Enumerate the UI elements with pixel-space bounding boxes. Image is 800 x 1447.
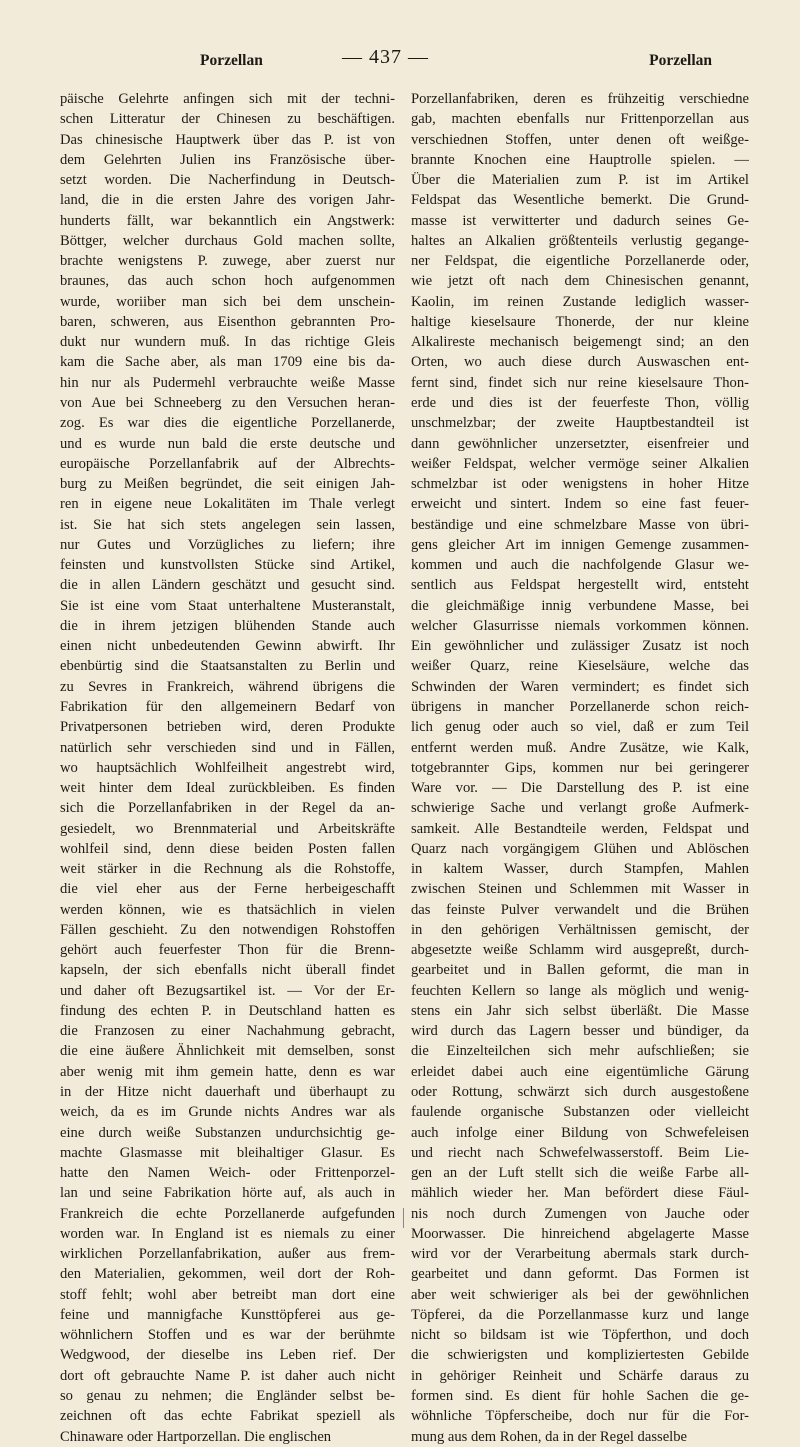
text-line: wird durch das Lagern besser und bündiger, da bbox=[411, 1023, 749, 1040]
text-line: oder Rottung, schwärzt sich durch ausgestoßene bbox=[411, 1084, 749, 1101]
text-line: das feinste Pulver verwandelt und die Brühen bbox=[411, 901, 749, 918]
text-line: Ware vor. — Die Darstellung des P. ist eine bbox=[411, 780, 749, 797]
text-line: so genau zu nehmen; die Engländer selbst be- bbox=[60, 1388, 395, 1404]
text-line: die Einzelteilchen sich mehr aufschließen; sie bbox=[411, 1043, 749, 1060]
text-line: stens ein Jahr sich selbst überläßt. Die Masse bbox=[411, 1002, 749, 1019]
text-line: weißer Quarz, reine Kieselsäure, welche das bbox=[411, 658, 749, 675]
text-line: aber weit schwieriger als bei der gewöhnlichen bbox=[411, 1286, 749, 1303]
text-line: mung aus dem Rohen, da in der Regel dasselbe bbox=[411, 1428, 687, 1445]
text-line: feinsten und kunstvollsten Stücke sind Artikel, bbox=[60, 557, 395, 574]
text-line: masse ist verwitterter und dadurch seines Ge- bbox=[411, 212, 749, 229]
text-line: samkeit. Alle Bestandteile werden, Feldspat und bbox=[411, 820, 749, 837]
text-line: schmelzbar ist oder wenigstens in hoher Hitze bbox=[411, 476, 749, 493]
text-line: europäische Porzellanfabrik auf der Albrechts- bbox=[60, 455, 395, 472]
text-line: dann gewöhnlicher unzersetzter, eisenfreier und bbox=[411, 435, 749, 452]
text-line: die in allen Ländern geschätzt und gesucht sind. bbox=[60, 577, 395, 594]
text-line: in den gehörigen Verhältnissen gemischt, der bbox=[411, 921, 749, 938]
text-line: gab, machten ebenfalls nur Frittenporzellan aus bbox=[411, 111, 749, 128]
text-line: Töpferei, da die Porzellanmasse kurz und lange bbox=[411, 1306, 749, 1323]
text-line: verschiednen Stoffen, unter denen oft weißge- bbox=[411, 131, 749, 148]
text-line: Sie ist eine vom Staat unterhaltene Musteranstalt, bbox=[60, 597, 395, 614]
text-line: und daher oft Bezugsartikel ist. — Vor der Er- bbox=[60, 982, 395, 999]
text-line: dort oft gebrauchte Name P. ist daher auch nicht bbox=[60, 1367, 395, 1384]
text-line: welcher Glasurrisse niemals vorkommen können. bbox=[411, 617, 749, 634]
text-line: nur Gutes und Vorzügliches zu liefern; ihre bbox=[60, 536, 395, 553]
text-line: machte Glasmasse mit bleihaltiger Glasur. Es bbox=[60, 1144, 395, 1161]
header-left-keyword: Porzellan bbox=[200, 52, 263, 69]
text-line: einen nicht unbedeutenden Gewinn abwirft. Ihr bbox=[60, 638, 395, 655]
text-line: Wedgwood, der dieselbe ins Leben rief. Der bbox=[60, 1347, 395, 1364]
text-line: stoff fehlt; wohl aber betreibt man dort eine bbox=[60, 1286, 395, 1303]
text-line: nis noch durch Zumengen von Jauche oder bbox=[411, 1205, 749, 1222]
text-line: in kaltem Wasser, durch Stampfen, Mahlen bbox=[411, 861, 749, 878]
text-line: den Materialien, gekommen, weil dort der Roh- bbox=[60, 1266, 395, 1283]
text-line: unschmelzbar; der zweite Hauptbestandteil ist bbox=[411, 415, 749, 432]
text-line: setzt worden. Die Nacherfindung in Deutsch- bbox=[60, 172, 395, 189]
text-line: hunderts fällt, war bekanntlich ein Angstwerk: bbox=[60, 212, 395, 229]
text-line: auch infolge einer Bildung von Schwefeleisen bbox=[411, 1124, 749, 1141]
text-line: gens gleicher Art im innigen Gemenge zusammen- bbox=[411, 536, 749, 553]
text-line: aber wenig mit ihm gemein hatte, denn es war bbox=[60, 1063, 395, 1080]
text-line: die viel eher aus der Ferne herbeigeschafft bbox=[60, 881, 395, 898]
text-line: die schwierigsten und kompliziertesten Gebilde bbox=[411, 1347, 749, 1364]
text-line: wöhnliche Töpferscheibe, doch nur für die For- bbox=[411, 1408, 749, 1425]
text-line: lich genug oder auch so viel, daß er zum Teil bbox=[411, 719, 749, 736]
text-line: Das chinesische Hauptwerk über das P. ist von bbox=[60, 131, 395, 148]
text-line: zwischen Steinen und Schlemmen mit Wasser in bbox=[411, 881, 749, 898]
text-line: findung des echten P. in Deutschland hatten es bbox=[60, 1002, 395, 1019]
text-line: nicht so bildsam ist wie Töpferthon, und doch bbox=[411, 1327, 749, 1344]
text-line: mählich wieder her. Man befördert diese Fäul- bbox=[411, 1185, 749, 1202]
text-line: in gehöriger Reinheit und Schärfe daraus zu bbox=[411, 1367, 749, 1384]
text-line: kapseln, der sich ebenfalls nicht überall findet bbox=[60, 962, 395, 979]
text-line: Kaolin, im reinen Zustande lediglich wasser- bbox=[411, 293, 749, 310]
text-line: lan und seine Fabrikation hörte auf, als auch in bbox=[60, 1185, 395, 1202]
text-line: Moorwasser. Die hinreichend abgelagerte Masse bbox=[411, 1225, 749, 1242]
text-line: wurde, woriiber man sich bei dem unschein- bbox=[60, 293, 395, 310]
text-line: burg zu Meißen begründet, die seit einigen Jah- bbox=[60, 476, 395, 493]
text-line: weit hinter dem Ideal zurückbleiben. Es finden bbox=[60, 780, 395, 797]
text-line: zog. Es war dies die eigentliche Porzellanerde, bbox=[60, 415, 395, 432]
text-line: wirklichen Porzellanfabrikation, außer aus frem- bbox=[60, 1246, 395, 1263]
text-line: brachte wenigstens P. zuwege, aber zuerst nur bbox=[60, 253, 395, 270]
text-line: Privatpersonen betrieben wird, deren Produkte bbox=[60, 719, 395, 736]
text-line: zu Sevres in Frankreich, während übrigens die bbox=[60, 678, 395, 695]
text-line: natürlich sehr verschieden sind und in Fällen, bbox=[60, 739, 395, 756]
header-right-keyword: Porzellan bbox=[649, 52, 712, 69]
text-line: totgebrannter Gips, kommen nur bei geringerer bbox=[411, 759, 749, 776]
text-line: Orten, wo auch diese durch Auswaschen ent- bbox=[411, 354, 749, 371]
text-line: werden können, wie es thatsächlich in vielen bbox=[60, 901, 395, 918]
text-line: in der Hitze nicht dauerhaft und überhaupt zu bbox=[60, 1084, 395, 1101]
text-line: eine durch weiße Substanzen undurchsichtig ge- bbox=[60, 1124, 395, 1141]
text-line: dukt nur wundern muß. In das richtige Gleis bbox=[60, 334, 395, 351]
text-line: Chinaware oder Hartporzellan. Die englischen bbox=[60, 1428, 332, 1445]
text-line: zeichnen oft das echte Fabrikat speziell als bbox=[60, 1408, 395, 1425]
text-line: weit stärker in die Rechnung als die Rohstoffe, bbox=[60, 861, 395, 878]
text-line: von Aue bei Schneeberg zu den Versuchen heran- bbox=[60, 394, 395, 411]
text-line: ner Feldspat, die eigentliche Porzellanerde oder, bbox=[411, 253, 749, 270]
page-number: — 437 — bbox=[342, 46, 429, 68]
text-line: feuchten Kellern so lange als möglich und wenig- bbox=[411, 982, 749, 999]
text-line: erde und dies ist der feuerfeste Thon, völlig bbox=[411, 394, 749, 411]
text-line: schwierige Sache und verlangt große Aufmerk- bbox=[411, 800, 749, 817]
text-line: schen Litteratur der Chinesen zu beschäftigen. bbox=[60, 111, 395, 128]
text-line: gesiedelt, wo Brennmaterial und Arbeitskräfte bbox=[60, 820, 395, 837]
text-line: haltes an Alkalien größtenteils verlustig gegange- bbox=[411, 232, 749, 249]
text-line: fernt sind, findet sich nur reine kieselsaure Thon- bbox=[411, 374, 749, 391]
text-line: Porzellanfabriken, deren es frühzeitig verschiedne bbox=[411, 91, 749, 107]
text-line: Schwinden der Waren vermindert; es findet sich bbox=[411, 678, 749, 695]
text-line: Frankreich die echte Porzellanerde aufgefunden bbox=[60, 1205, 395, 1222]
left-column bbox=[60, 89, 395, 1447]
text-line: abgesetzte weiße Schlamm wird ausgepreßt, durch- bbox=[411, 942, 749, 959]
text-line: wie jetzt oft nach dem Chinesischen genannt, bbox=[411, 273, 749, 290]
text-line: sentlich aus Feldspat hergestellt wird, entsteht bbox=[411, 577, 749, 594]
text-line: und riecht nach Schwefelwasserstoff. Beim Lie- bbox=[411, 1144, 749, 1161]
text-line: Böttger, welcher durchaus Gold machen sollte, bbox=[60, 232, 395, 249]
text-line: ist. Sie hat sich stets angelegen sein lassen, bbox=[60, 516, 395, 533]
text-line: kam die Sache aber, als man 1709 eine bis da- bbox=[60, 354, 395, 371]
text-line: faulende organische Substanzen oder vielleicht bbox=[411, 1104, 749, 1121]
text-line: haltige kieselsaure Thonerde, der nur kleine bbox=[411, 313, 749, 330]
text-line: ren in eigene neue Lokalitäten im Thale verlegt bbox=[60, 496, 395, 513]
text-line: die gleichmäßige innig verbundene Masse, bei bbox=[411, 597, 749, 614]
text-line: wohlfeil sind, denn diese beiden Posten fallen bbox=[60, 840, 395, 857]
text-line: feine und mannigfache Kunsttöpferei aus ge- bbox=[60, 1306, 395, 1323]
right-column bbox=[411, 89, 749, 1447]
text-line: land, die in die ersten Jahre des vorigen Jahr- bbox=[60, 192, 395, 209]
text-line: dem Gelehrten Julien ins Französische über- bbox=[60, 151, 395, 168]
text-line: die in ihrem jetzigen blühenden Stande auch bbox=[60, 617, 395, 634]
text-line: erweicht und sintert. Indem so eine fast feuer- bbox=[411, 496, 749, 513]
text-line: erleidet dabei auch eine eigentümliche Gärung bbox=[411, 1063, 749, 1080]
text-line: wird vor der Verarbeitung abermals stark durch- bbox=[411, 1246, 749, 1263]
text-line: weich, da es im Grunde nichts Andres war als bbox=[60, 1104, 395, 1121]
text-line: Fabrikation für den allgemeinern Bedarf von bbox=[60, 698, 395, 715]
text-line: gearbeitet und in Ballen geformt, die man in bbox=[411, 962, 749, 979]
column-divider bbox=[403, 1208, 404, 1228]
text-line: kommen und auch die nachfolgende Glasur we- bbox=[411, 557, 749, 574]
text-line: hin nur als Pudermehl verbrauchte weiße Masse bbox=[60, 374, 395, 391]
text-line: wöhnlichern Stoffen und es war der berühmte bbox=[60, 1327, 395, 1344]
text-line: brannte Knochen eine Hauptrolle spielen. — bbox=[411, 151, 749, 168]
text-line: Quarz nach vorgängigem Glühen und Ablöschen bbox=[411, 840, 749, 857]
running-header bbox=[60, 46, 738, 72]
text-line: gehört auch feuerfester Thon für die Brenn- bbox=[60, 942, 395, 959]
text-line: die Franzosen zu einer Nachahmung gebracht, bbox=[60, 1023, 395, 1040]
text-line: worden war. In England ist es niemals zu einer bbox=[60, 1225, 395, 1242]
text-line: Feldspat das Wesentliche bemerkt. Die Grund- bbox=[411, 192, 749, 209]
text-line: gen an der Luft stellt sich die weiße Farbe all- bbox=[411, 1165, 749, 1182]
text-line: übrigens in mancher Porzellanerde schon reich- bbox=[411, 698, 749, 715]
text-line: päische Gelehrte anfingen sich mit der techni- bbox=[60, 91, 395, 107]
text-line: braunes, das auch schon hoch aufgenommen bbox=[60, 273, 395, 290]
text-line: beständige und eine schmelzbare Masse von übri- bbox=[411, 516, 749, 533]
text-line: wo hauptsächlich Wohlfeilheit angestrebt wird, bbox=[60, 759, 395, 776]
text-line: formen sind. Es dient für hohle Sachen die ge- bbox=[411, 1388, 749, 1404]
text-line: gearbeitet und dann geformt. Das Formen ist bbox=[411, 1266, 749, 1283]
text-line: die eine äußere Ähnlichkeit mit demselben, sonst bbox=[60, 1043, 395, 1060]
text-line: und es wurde nun bald die erste deutsche und bbox=[60, 435, 395, 452]
text-line: Fällen geschieht. Zu den notwendigen Rohstoffen bbox=[60, 921, 395, 938]
text-line: ebenbürtig sind die Staatsanstalten zu Berlin und bbox=[60, 658, 395, 675]
text-line: entfernt werden muß. Andre Zusätze, wie Kalk, bbox=[411, 739, 749, 756]
text-line: Ein gewöhnlicher und zulässiger Zusatz ist noch bbox=[411, 638, 749, 655]
text-line: baren, schweren, aus Eisenthon gebrannten Pro- bbox=[60, 313, 395, 330]
text-line: Über die Materialien zum P. ist im Artikel bbox=[411, 172, 749, 189]
text-line: hatte den Namen Weich- oder Frittenporzel- bbox=[60, 1165, 395, 1182]
text-line: Alkalireste mechanisch beigemengt sind; an den bbox=[411, 334, 749, 351]
text-line: weißer Feldspat, welcher vermöge seiner Alkalien bbox=[411, 455, 749, 472]
text-line: sich die Porzellanfabriken in der Regel da an- bbox=[60, 800, 395, 817]
